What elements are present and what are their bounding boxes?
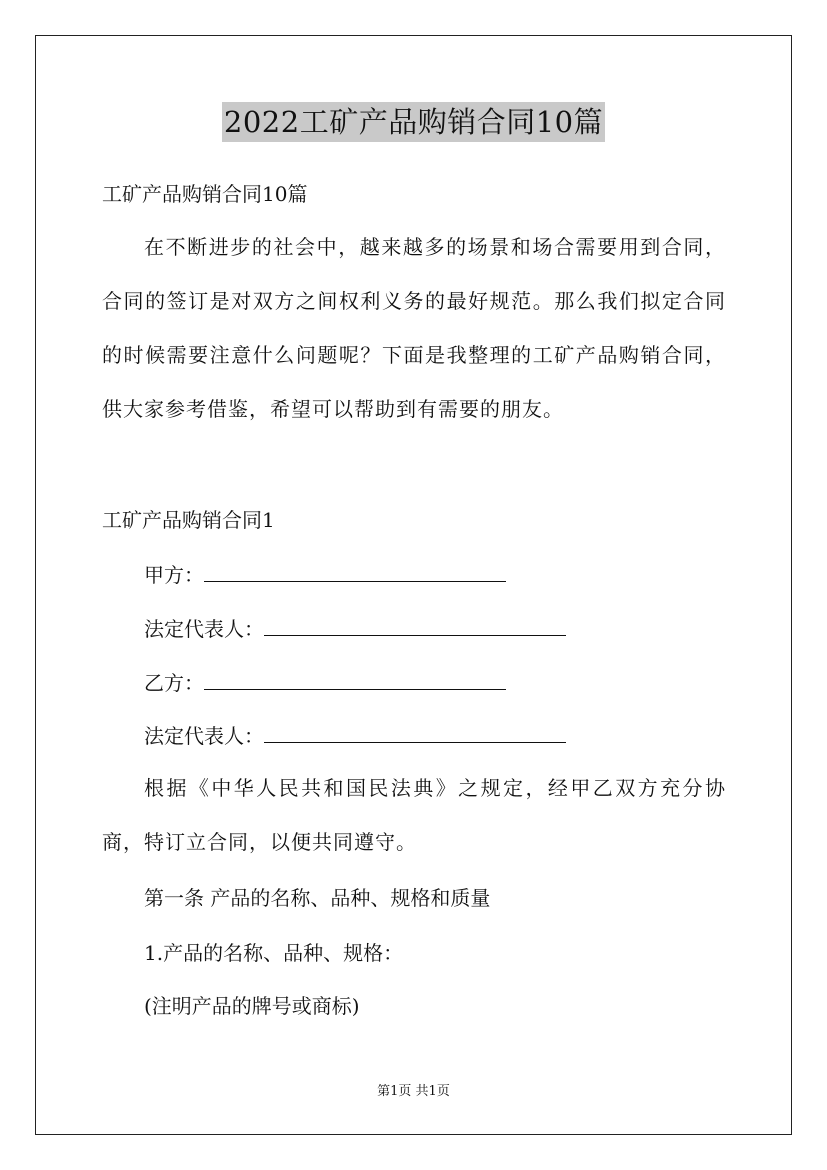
article-1-heading: 第一条 产品的名称、品种、规格和质量 bbox=[144, 886, 491, 910]
document-title: 2022工矿产品购销合同10篇 bbox=[222, 102, 605, 142]
party-b-label: 乙方： bbox=[144, 671, 204, 695]
party-b-rep-blank bbox=[264, 724, 566, 743]
document-subtitle: 工矿产品购销合同10篇 bbox=[102, 182, 308, 206]
party-b-row bbox=[144, 670, 506, 696]
party-a-rep-row bbox=[144, 616, 566, 642]
basis-text: 根据《中华人民共和国民法典》之规定，经甲乙双方充分协商，特订立合同，以便共同遵守。 bbox=[102, 776, 726, 854]
intro-paragraph bbox=[102, 220, 726, 436]
party-a-row bbox=[144, 562, 506, 588]
basis-paragraph bbox=[102, 761, 726, 869]
party-a-label: 甲方： bbox=[144, 563, 204, 587]
party-a-rep-label: 法定代表人： bbox=[144, 617, 264, 641]
party-b-rep-row bbox=[144, 723, 566, 749]
intro-text: 在不断进步的社会中，越来越多的场景和场合需要用到合同，合同的签订是对双方之间权利义务的最好规范。那么我们拟定合同的时候需要注意什么问题呢？下面是我整理的工矿产品购销合同，供大家参考借鉴，希望可以帮助到有需要的朋友。 bbox=[102, 235, 726, 421]
item-1: 1.产品的名称、品种、规格： bbox=[144, 941, 404, 965]
item-1-note: (注明产品的牌号或商标) bbox=[144, 994, 360, 1018]
page-footer: 第1页 共1页 bbox=[377, 1084, 450, 1099]
party-b-rep-label: 法定代表人： bbox=[144, 724, 264, 748]
section-heading: 工矿产品购销合同1 bbox=[102, 508, 275, 532]
party-b-blank bbox=[204, 671, 506, 690]
party-a-blank bbox=[204, 563, 506, 582]
title-container bbox=[0, 102, 827, 142]
party-a-rep-blank bbox=[264, 617, 566, 636]
